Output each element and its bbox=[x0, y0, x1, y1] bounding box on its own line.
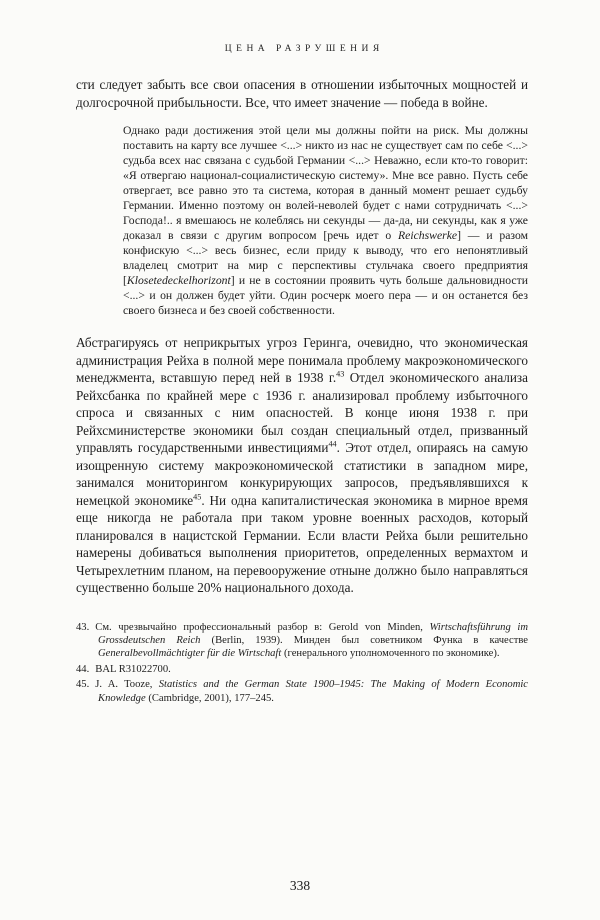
footnote-number: 43. bbox=[76, 621, 90, 633]
text-segment: (Berlin, 1939). Минден был советником Функа в качестве bbox=[200, 634, 528, 646]
footnote-44 bbox=[76, 663, 528, 676]
text-segment: Reichswerke bbox=[398, 229, 458, 242]
footnote-reference: 44 bbox=[328, 439, 337, 449]
main-paragraph bbox=[76, 334, 528, 597]
text-segment: (Cambridge, 2001), 177–245. bbox=[145, 692, 274, 704]
footnote-number: 45. bbox=[76, 679, 90, 691]
text-segment: См. чрезвычайно профессиональный разбор в: Gerold von Minden, bbox=[95, 621, 430, 633]
text-segment: Statistics and the German State 1900–1945: The Making of Modern Economic Knowledge bbox=[98, 679, 528, 704]
text-segment: Отдел экономического анализа Рейхсбанка по крайней мере с 1936 г. анализировал проблему избыточного спроса и связанных с ним опасностей. В конце июня 1938 г. при Рейхсминистерстве экономики был создан специальный отдел, призванный управлять государственными инвестициями bbox=[76, 370, 528, 455]
text-segment: Абстрагируясь от неприкрытых угроз Геринга, очевидно, что экономическая администрация Рейха в полной мере понимала проблему макроэкономического менеджмента, вставшую перед ней в 1938 г. bbox=[76, 335, 528, 385]
text-segment: BAL R31022700. bbox=[95, 663, 171, 675]
footnote-43 bbox=[76, 621, 528, 661]
text-segment: . Этот отдел, опираясь на самую изощренную систему макроэкономической статистики в западном мире, занимался мониторингом конкурирующих запросов, предъявлявшихся к немецкой экономике bbox=[76, 440, 528, 508]
text-segment: . Ни одна капиталистическая экономика в мирное время еще никогда не работала при таком уровне военных расходов, который планировался в нацистской Германии. Если власти Рейха были решительно намерены добиваться выполнения приоритетов, определенных вермахтом и Четырехлетним планом, на перевооружение отныне должно было направляться существенно больше 20% национального дохода. bbox=[76, 492, 528, 595]
text-segment: Generalbevollmächtigter für die Wirtschaft bbox=[98, 648, 282, 660]
text-segment: Однако ради достижения этой цели мы должны пойти на риск. Мы должны поставить на карту все лучшее <...> никто из нас не существует сам по себе <...> судьба всех нас связана с судьбой Германии <...> Неважно, если кто-то говорит: «Я отвергаю национал-социалистическую систему». Мне все равно. Пусть себе отвергает, все равно это та система, которая в данный момент решает судьбу Германии. Именно поэтому он волей-неволей будет с нами сотрудничать <...> Господа!.. я вмешаюсь не колеблясь ни секунды — да-да, ни секунды, как я уже доказал в связи с другим вопросом [речь идет о bbox=[123, 124, 528, 242]
text-segment: J. A. Tooze, bbox=[95, 679, 159, 691]
text-segment: (генерального уполномоченного по экономике). bbox=[281, 648, 500, 660]
footnote-reference: 43 bbox=[336, 369, 345, 379]
paragraph-continuation: сти следует забыть все свои опасения в отношении избыточных мощностей и долгосрочной прибыльности. Все, что имеет значение — победа в войне. bbox=[76, 77, 528, 110]
text-segment: Klosetedeckelhorizont bbox=[126, 274, 231, 287]
footnote-text bbox=[95, 679, 528, 703]
footnotes-section bbox=[76, 621, 528, 705]
footnote-text bbox=[95, 622, 528, 660]
text-segment: Wirtschaftsführung im Grossdeutschen Reich bbox=[98, 621, 528, 646]
page-number: 338 bbox=[289, 878, 311, 893]
footnote-text bbox=[95, 664, 171, 675]
block-quote bbox=[123, 123, 528, 318]
footnote-number: 44. bbox=[76, 663, 90, 675]
text-segment: ] и не в состоянии проявить чуть больше дальновидности <...> и он должен будет уйти. Один росчерк моего пера — и он останется без своего бизнеса и без своей собственности. bbox=[123, 274, 528, 317]
footnote-45 bbox=[76, 678, 528, 705]
footnote-reference: 45 bbox=[193, 492, 202, 502]
running-header: ЦЕНА РАЗРУШЕНИЯ bbox=[224, 44, 384, 54]
text-segment: ] — и разом конфискую <...> весь бизнес, если приду к выводу, что его непонятливый владелец смотрит на мир с перспективы стульчака своего предприятия [ bbox=[123, 229, 528, 287]
